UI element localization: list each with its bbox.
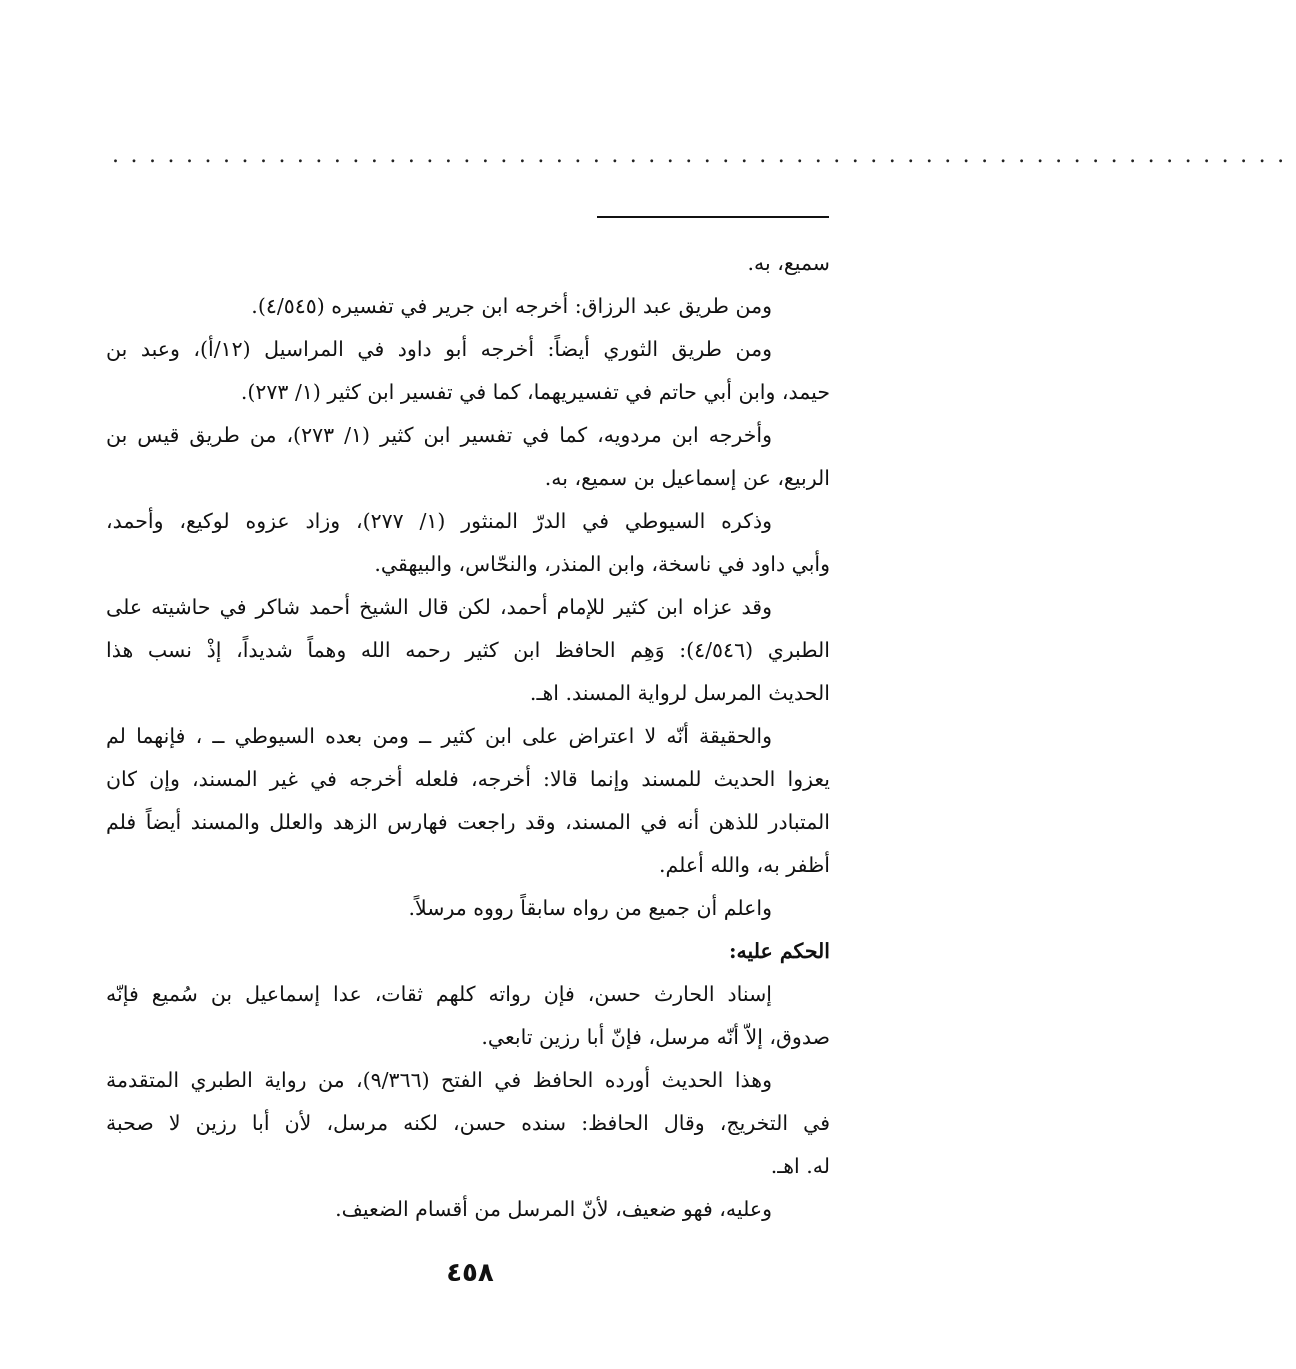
text-line: وهذا الحديث أورده الحافظ في الفتح (٩/٣٦٦)، من رواية الطبري المتقدمة (106, 1068, 772, 1092)
text-line: ومن طريق الثوري أيضاً: أخرجه أبو داود في المراسيل (١٢/أ)، وعبد بن (106, 337, 772, 361)
page-body (106, 242, 830, 1231)
text-line: الطبري (٤/٥٤٦): وَهِم الحافظ ابن كثير رحمه الله وهماً شديداً، إذْ نسب هذا (106, 638, 830, 662)
page-number: ٤٥٨ (446, 1258, 494, 1288)
text-line: صدوق، إلاّ أنّه مرسل، فإنّ أبا رزين تابعي. (481, 1025, 830, 1049)
text-line: إسناد الحارث حسن، فإن رواته كلهم ثقات، عدا إسماعيل بن سُميع فإنّه (106, 982, 772, 1006)
section-heading: الحكم عليه: (728, 939, 830, 963)
text-line: أظفر به، والله أعلم. (658, 853, 830, 877)
text-line: والحقيقة أنّه لا اعتراض على ابن كثير ــ ومن بعده السيوطي ــ ، فإنهما لم (106, 724, 772, 748)
text-line: الحديث المرسل لرواية المسند. اهـ. (529, 681, 830, 705)
text-line: واعلم أن جميع من رواه سابقاً رووه مرسلاً. (408, 896, 772, 920)
text-line: يعزوا الحديث للمسند وإنما قالا: أخرجه، فلعله أخرجه في غير المسند، وإن كان (106, 767, 830, 791)
text-line: وعليه، فهو ضعيف، لأنّ المرسل من أقسام الضعيف. (335, 1197, 772, 1221)
text-line: المتبادر للذهن أنه في المسند، وقد راجعت فهارس الزهد والعلل والمسند أيضاً فلم (106, 810, 830, 834)
text-line: وقد عزاه ابن كثير للإمام أحمد، لكن قال الشيخ أحمد شاكر في حاشيته على (106, 595, 772, 619)
text-line: الربيع، عن إسماعيل بن سميع، به. (544, 466, 830, 490)
footnote-rule (597, 216, 829, 218)
text-line: وذكره السيوطي في الدرّ المنثور (١/ ٢٧٧)، وزاد عزوه لوكيع، وأحمد، (106, 509, 772, 533)
text-line: حيمد، وابن أبي حاتم في تفسيريهما، كما في تفسير ابن كثير (١/ ٢٧٣). (240, 380, 830, 404)
text-line: وأبي داود في ناسخة، وابن المنذر، والنحّاس، والبيهقي. (374, 552, 830, 576)
separator-dots: ................................................................ (112, 143, 1296, 168)
text-line: سميع، به. (747, 251, 830, 275)
text-line: ومن طريق عبد الرزاق: أخرجه ابن جرير في تفسيره (٤/٥٤٥). (251, 294, 772, 318)
text-line: له. اهـ. (770, 1154, 830, 1178)
text-line: وأخرجه ابن مردويه، كما في تفسير ابن كثير (١/ ٢٧٣)، من طريق قيس بن (106, 423, 772, 447)
text-line: في التخريج، وقال الحافظ: سنده حسن، لكنه مرسل، لأن أبا رزين لا صحبة (106, 1111, 830, 1135)
